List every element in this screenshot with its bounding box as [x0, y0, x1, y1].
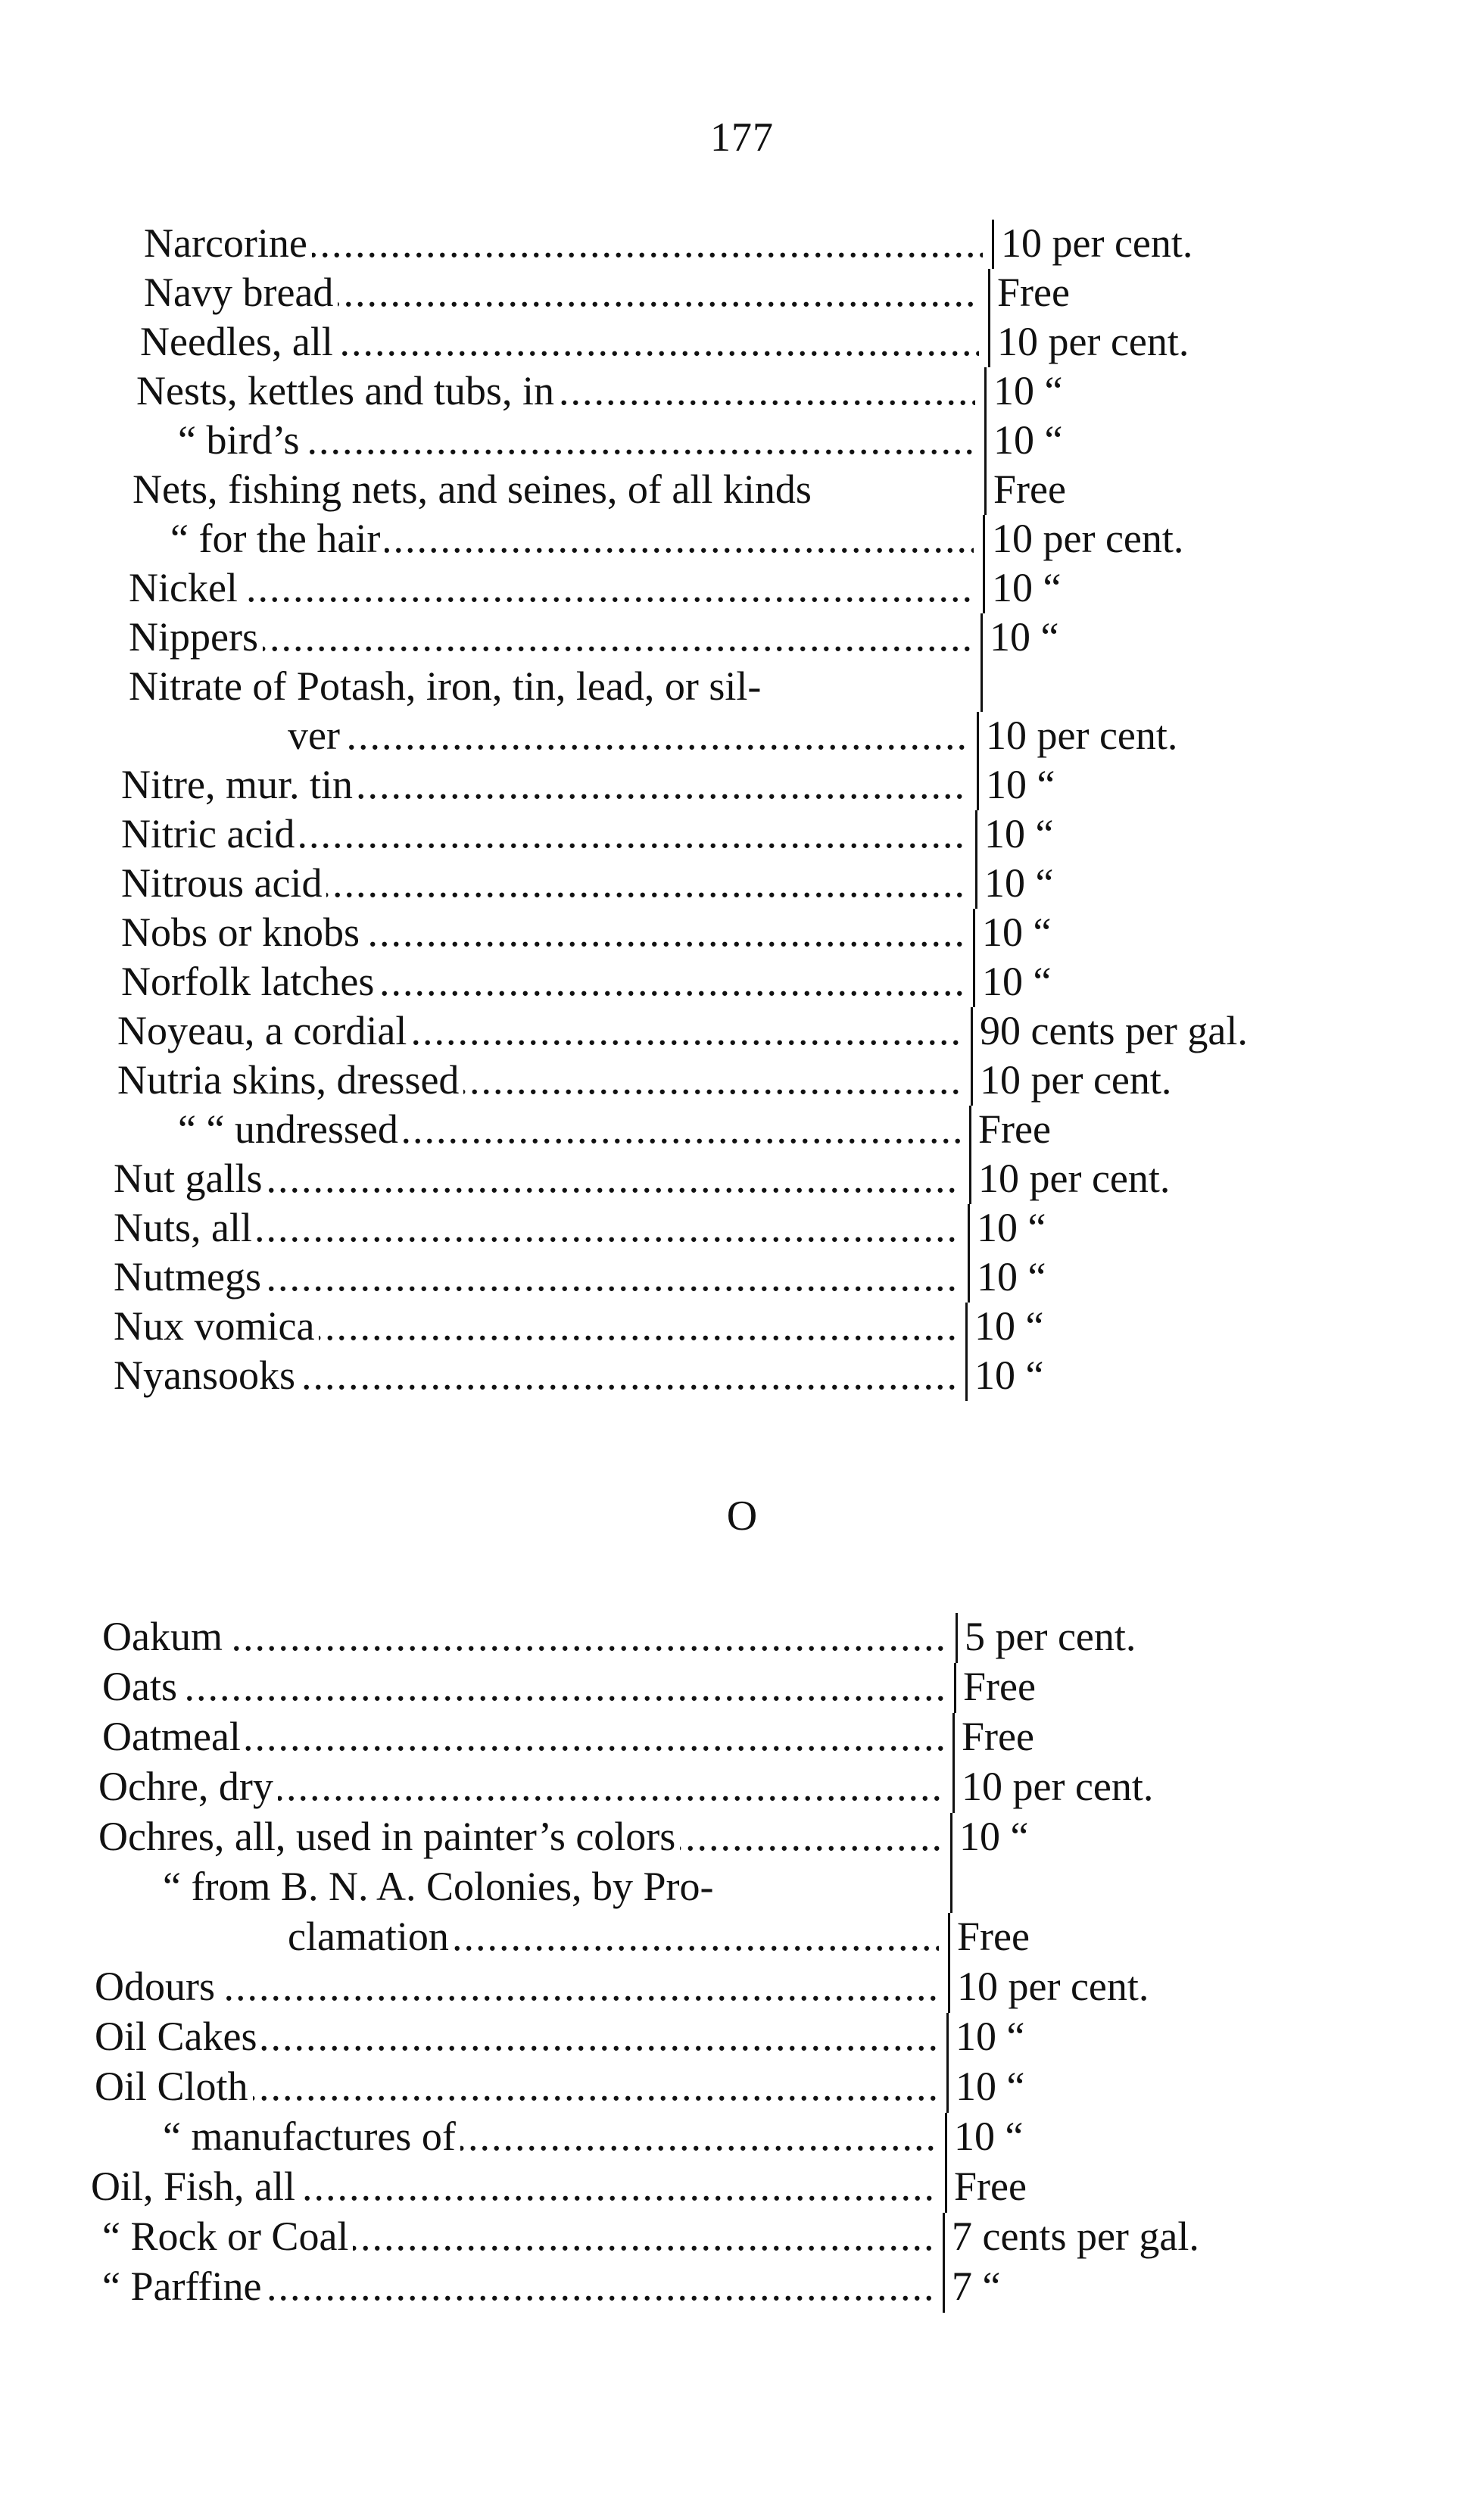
- article-name: [121, 761, 968, 808]
- column-rule: [984, 417, 987, 466]
- column-rule: [971, 1056, 973, 1106]
- article-label: Oats: [102, 1664, 182, 1709]
- article-label: Nuts, all: [114, 1205, 257, 1250]
- duty-rate: Free: [993, 466, 1066, 512]
- duty-rate: 10 “: [990, 614, 1059, 660]
- duty-rate: 10 “: [974, 1353, 1044, 1398]
- article-label: “ manufactures of: [163, 2114, 460, 2159]
- table-row: [0, 466, 1484, 513]
- duty-rate: 10 “: [992, 565, 1062, 610]
- column-rule: [973, 958, 975, 1007]
- duty-rate: 10 per cent.: [992, 516, 1184, 561]
- table-row: [0, 2113, 1484, 2160]
- table-row: [0, 1613, 1484, 1660]
- article-name: [114, 1303, 956, 1349]
- article-label: “ “ undressed: [178, 1106, 403, 1152]
- article-label: clamation: [288, 1914, 454, 1959]
- article-label: Oil, Fish, all: [91, 2164, 300, 2209]
- table-row: [0, 2063, 1484, 2110]
- article-label: Nitrate of Potash, iron, tin, lead, or sil-: [129, 663, 765, 709]
- article-name: [144, 269, 979, 316]
- duty-rate: Free: [957, 1914, 1030, 1959]
- article-label: “ bird’s: [178, 417, 304, 463]
- duty-rate: 90 cents per gal.: [980, 1008, 1248, 1053]
- table-row: [0, 1155, 1484, 1202]
- column-rule: [956, 1613, 958, 1663]
- duty-rate: Free: [997, 270, 1070, 315]
- column-rule: [969, 1106, 971, 1155]
- duty-rate: Free: [962, 1714, 1034, 1759]
- table-row: [0, 761, 1484, 808]
- table-row: [0, 515, 1484, 562]
- duty-rate: 10 “: [977, 1254, 1046, 1299]
- article-name: [132, 466, 975, 513]
- article-name: [98, 1763, 943, 1810]
- duty-rate: 10 “: [959, 1814, 1029, 1859]
- column-rule: [984, 367, 987, 417]
- table-row: [0, 417, 1484, 463]
- duty-rate: 10 “: [956, 2014, 1025, 2059]
- duty-rate: 10 “: [984, 811, 1054, 856]
- duty-rate: 10 per cent.: [986, 713, 1178, 758]
- column-rule: [969, 1155, 971, 1204]
- column-rule: [968, 1253, 970, 1303]
- section-letter-heading: O: [726, 1493, 758, 1540]
- duty-rate: Free: [978, 1106, 1051, 1152]
- column-rule: [983, 515, 985, 564]
- column-rule: [965, 1303, 968, 1352]
- table-row: [0, 1663, 1484, 1710]
- article-name: [178, 1106, 960, 1153]
- duty-rate: 10 “: [993, 368, 1063, 413]
- article-name: [114, 1204, 959, 1251]
- table-row: [0, 1056, 1484, 1103]
- article-label: Nitre, mur. tin: [121, 762, 357, 807]
- article-name: [121, 860, 966, 906]
- table-row: [0, 318, 1484, 365]
- column-rule: [988, 269, 990, 318]
- column-rule: [968, 1204, 970, 1253]
- column-rule: [988, 318, 990, 367]
- article-name: [102, 1663, 945, 1710]
- article-label: Nickel: [129, 565, 242, 610]
- article-label: “ Rock or Coal: [102, 2214, 353, 2259]
- table-row: [0, 1763, 1484, 1810]
- table-row: [0, 909, 1484, 956]
- article-label: Ochre, dry: [98, 1764, 278, 1809]
- article-label: Oil Cloth: [95, 2064, 253, 2109]
- article-name: [129, 613, 971, 660]
- article-label: Ochres, all, used in painter’s colors: [98, 1814, 680, 1859]
- article-name: [163, 1863, 941, 1910]
- duty-rate: 10 “: [984, 860, 1054, 906]
- table-row: [0, 1106, 1484, 1153]
- column-rule: [952, 1763, 955, 1813]
- article-name: [102, 2263, 934, 2310]
- column-rule: [948, 1913, 950, 1963]
- table-row: [0, 367, 1484, 414]
- duty-rate: Free: [963, 1664, 1036, 1709]
- table-row: [0, 2213, 1484, 2260]
- duty-rate: Free: [954, 2164, 1027, 2209]
- column-rule: [983, 564, 985, 613]
- article-label: Nitric acid: [121, 811, 299, 856]
- article-label: Odours: [95, 1964, 220, 2009]
- article-name: [114, 1155, 960, 1202]
- duty-rate: 10 per cent.: [997, 319, 1189, 364]
- article-name: [170, 515, 974, 562]
- article-name: [121, 909, 964, 956]
- article-label: “ Parffine: [102, 2264, 266, 2309]
- article-name: [117, 1007, 962, 1054]
- article-name: [129, 663, 971, 710]
- article-label: Nut galls: [114, 1156, 267, 1201]
- article-label: Nitrous acid: [121, 860, 326, 906]
- column-rule: [945, 2113, 947, 2163]
- table-row: [0, 712, 1484, 759]
- article-name: [91, 2163, 936, 2210]
- duty-rate: 10 per cent.: [978, 1156, 1171, 1201]
- article-name: [95, 1963, 939, 2010]
- table-row: [0, 958, 1484, 1005]
- column-rule: [984, 466, 987, 515]
- table-row: [0, 1204, 1484, 1251]
- article-name: [121, 810, 966, 857]
- article-name: [114, 1253, 959, 1300]
- table-row: [0, 1863, 1484, 1910]
- article-name: [144, 220, 983, 267]
- column-rule: [946, 2063, 949, 2113]
- column-rule: [946, 2013, 949, 2063]
- article-label: Nux vomica: [114, 1303, 319, 1349]
- table-row: [0, 1963, 1484, 2010]
- article-label: Noyeau, a cordial: [117, 1008, 411, 1053]
- column-rule: [950, 1863, 952, 1913]
- column-rule: [971, 1007, 973, 1056]
- article-name: [95, 2063, 937, 2110]
- article-name: [178, 417, 975, 463]
- article-name: [163, 2113, 936, 2160]
- article-label: Navy bread: [144, 270, 338, 315]
- column-rule: [943, 2263, 945, 2313]
- duty-rate: 10 per cent.: [980, 1057, 1172, 1103]
- article-name: [98, 1813, 941, 1860]
- article-label: Nippers: [129, 614, 263, 660]
- article-label: Oakum: [102, 1614, 227, 1659]
- article-label: Nobs or knobs: [121, 909, 364, 955]
- article-name: [95, 2013, 937, 2060]
- table-row: [0, 1913, 1484, 1960]
- column-rule: [977, 761, 979, 810]
- table-row: [0, 220, 1484, 267]
- column-rule: [980, 613, 983, 663]
- duty-rate: 10 per cent.: [1001, 220, 1193, 266]
- duty-rate: 10 “: [982, 959, 1052, 1004]
- table-row: [0, 1352, 1484, 1399]
- article-label: Needles, all: [140, 319, 338, 364]
- table-row: [0, 810, 1484, 857]
- duty-rate: 7 cents per gal.: [952, 2214, 1199, 2259]
- column-rule: [950, 1813, 952, 1863]
- article-label: Nutria skins, dressed: [117, 1057, 463, 1103]
- table-row: [0, 1253, 1484, 1300]
- column-rule: [952, 1713, 955, 1763]
- table-row: [0, 613, 1484, 660]
- duty-rate: 5 per cent.: [965, 1614, 1136, 1659]
- column-rule: [965, 1352, 968, 1401]
- article-name: [140, 318, 979, 365]
- article-label: Nutmegs: [114, 1254, 266, 1299]
- duty-rate: 7 “: [952, 2264, 1001, 2309]
- article-label: Nyansooks: [114, 1353, 300, 1398]
- article-name: [117, 1056, 962, 1103]
- table-row: [0, 2013, 1484, 2060]
- column-rule: [975, 860, 977, 909]
- column-rule: [943, 2213, 945, 2263]
- table-row: [0, 1303, 1484, 1349]
- duty-rate: 10 “: [956, 2064, 1025, 2109]
- table-row: [0, 269, 1484, 316]
- article-name: [136, 367, 975, 414]
- article-label: Narcorine: [144, 220, 312, 266]
- article-label: Nests, kettles and tubs, in: [136, 368, 559, 413]
- article-label: “ from B. N. A. Colonies, by Pro-: [163, 1864, 718, 1909]
- article-name: [288, 1913, 939, 1960]
- column-rule: [954, 1663, 956, 1713]
- column-rule: [975, 810, 977, 860]
- article-name: [102, 1613, 946, 1660]
- article-label: Oatmeal: [102, 1714, 245, 1759]
- table-row: [0, 663, 1484, 710]
- duty-rate: 10 “: [982, 909, 1052, 955]
- page-number: 177: [710, 114, 774, 160]
- article-label: ver: [288, 713, 344, 758]
- duty-rate: 10 “: [974, 1303, 1044, 1349]
- column-rule: [992, 220, 994, 269]
- article-name: [288, 712, 968, 759]
- article-label: Norfolk latches: [121, 959, 379, 1004]
- table-row: [0, 564, 1484, 611]
- column-rule: [973, 909, 975, 958]
- duty-rate: 10 “: [954, 2114, 1024, 2159]
- duty-rate: 10 per cent.: [962, 1764, 1154, 1809]
- table-row: [0, 1713, 1484, 1760]
- article-label: Oil Cakes: [95, 2014, 261, 2059]
- duty-rate: 10 “: [993, 417, 1063, 463]
- article-name: [121, 958, 964, 1005]
- duty-rate: 10 per cent.: [957, 1964, 1149, 2009]
- column-rule: [980, 663, 983, 712]
- column-rule: [977, 712, 979, 761]
- table-row: [0, 2263, 1484, 2310]
- article-label: Nets, fishing nets, and seines, of all kinds: [132, 466, 816, 512]
- article-label: “ for the hair: [170, 516, 385, 561]
- article-name: [114, 1352, 956, 1399]
- column-rule: [945, 2163, 947, 2213]
- duty-rate: 10 “: [986, 762, 1055, 807]
- column-rule: [948, 1963, 950, 2013]
- article-name: [102, 1713, 943, 1760]
- article-name: [102, 2213, 934, 2260]
- table-row: [0, 1007, 1484, 1054]
- article-name: [129, 564, 974, 611]
- duty-rate: 10 “: [977, 1205, 1046, 1250]
- table-row: [0, 2163, 1484, 2210]
- table-row: [0, 860, 1484, 906]
- table-row: [0, 1813, 1484, 1860]
